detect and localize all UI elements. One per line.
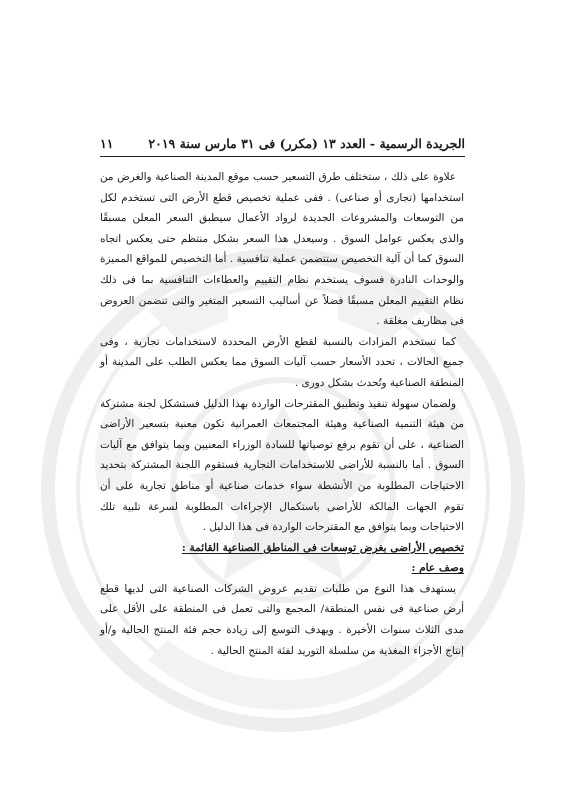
header-rule bbox=[100, 156, 465, 157]
paragraph: يستهدف هذا النوع من طلبات تقديم عروض الشركات الصناعية التى لديها قطع أرض صناعية فى نفس المنطقة/ المجمع والتى تعمل فى المنطقة على الأقل على مدى الثلاث سنوات الأخيرة . ويهدف التوسع إلى زيادة حجم فئة المنتج الحالية و/أو إنتاج الأجزاء المغذية من سلسلة التوريد لفئة المنتج الحالية . bbox=[100, 582, 464, 657]
paragraph: ولضمان سهولة تنفيذ وتطبيق المقترحات الواردة بهذا الدليل فستشكل لجنة مشتركة من هيئة التنمية الصناعية وهيئة المجتمعات العمرانية تكون معنية بتسعير الأراضى الصناعية ، على أن تقوم برفع توصياتها للسادة الوزراء المعنيين وبما يتوافق مع آليات السوق . أما بالنسبة للأراضى للاستخدامات التجارية فستقوم اللجنة المشتركة بتحديد الاحتياجات المطلوبة من الأنشطة سواء خدمات صناعية أو مناطق تجارية على أن تقوم الجهات المالكة للأراضى باستكمال الإجراءات المطلوبة لسرعة تلبية تلك الاحتياجات وبما يتوافق مع المقترحات الواردة فى هذا الدليل . bbox=[100, 397, 464, 534]
section-heading: تخصيص الأراضى بغرض توسعات فى المناطق الصناعية القائمة : bbox=[181, 541, 464, 554]
page-number: ١١ bbox=[100, 135, 114, 151]
gazette-title: الجريدة الرسمية - العدد ١٣ (مكرر) فى ٣١ مارس سنة ٢٠١٩ bbox=[148, 135, 465, 151]
subsection-heading: وصف عام : bbox=[411, 562, 464, 575]
page-header bbox=[100, 132, 465, 154]
document-body bbox=[100, 167, 464, 661]
paragraph: علاوة على ذلك ، ستختلف طرق التسعير حسب موقع المدينة الصناعية والغرض من استخدامها (تجارى أو صناعى) . ففى عملية تخصيص قطع الأرض التى تستخدم لكل من التوسعات والمشروعات الجديدة لرواد الأعمال سيطبق السعر المعلن مسبقًا والذى يعكس عوامل السوق . وسيعدل هذا السعر بشكل منتظم حتى يعكس اتجاه السوق كما أن آلية التخصيص ستتضمن عملية تنافسية . أما التخصيص للمواقع المميزة والوحدات النادرة فسوف يستخدم نظام التقييم والعطاءات التنافسية بما فى ذلك نظام التقييم المعلن مسبقًا فضلاً عن أساليب التسعير المتغير والتى تتضمن العروض فى مظاريف مغلقة . bbox=[100, 171, 464, 328]
paragraph: كما تستخدم المزادات بالنسبة لقطع الأرض المحددة لاستخدامات تجارية ، وفى جميع الحالات ، تحدد الأسعار حسب آليات السوق مما يعكس الطلب على المدينة أو المنطقة الصناعية وتُحدث بشكل دورى . bbox=[100, 335, 464, 389]
